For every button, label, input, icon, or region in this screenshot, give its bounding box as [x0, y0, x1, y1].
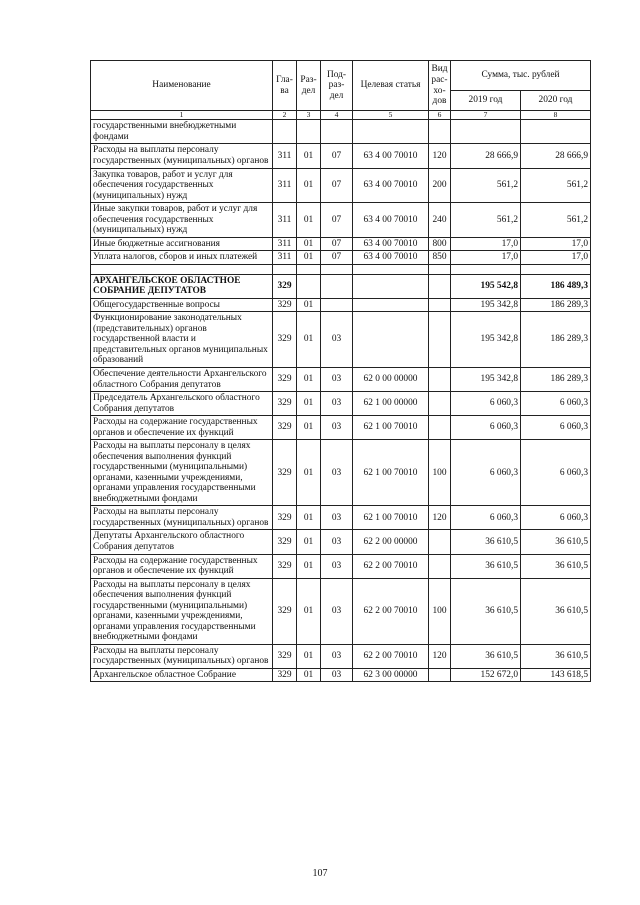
row-chapter: 329 [273, 530, 297, 554]
row-target [353, 312, 429, 368]
row-value-2020: 36 610,5 [521, 554, 591, 578]
row-value-2020: 17,0 [521, 251, 591, 265]
row-expense-type [429, 554, 451, 578]
row-value-2019: 36 610,5 [451, 578, 521, 644]
table-row [91, 530, 591, 554]
row-name: Архангельское областное Собрание [91, 668, 273, 682]
row-chapter: 329 [273, 368, 297, 392]
row-target: 62 2 00 00000 [353, 530, 429, 554]
row-value-2020: 6 060,3 [521, 392, 591, 416]
row-chapter: 311 [273, 237, 297, 251]
row-name: Расходы на выплаты персоналу в целях обеспечения выполнения функций государственными (муниципальными) органами, казенными учреждениями, органами управления государственными внебюджетными фондами [91, 440, 273, 506]
row-subsection: 07 [321, 144, 353, 168]
table-row [91, 120, 591, 144]
table-row [91, 168, 591, 203]
row-section: 01 [297, 251, 321, 265]
row-chapter: 329 [273, 578, 297, 644]
row-subsection: 03 [321, 668, 353, 682]
row-value-2019: 6 060,3 [451, 506, 521, 530]
table-header [91, 61, 591, 120]
row-section [297, 264, 321, 274]
header-name: Наименование [91, 61, 273, 111]
row-expense-type: 120 [429, 144, 451, 168]
row-section: 01 [297, 392, 321, 416]
row-value-2019: 195 342,8 [451, 368, 521, 392]
row-name: Обеспечение деятельности Архангельского областного Собрания депутатов [91, 368, 273, 392]
row-expense-type [429, 312, 451, 368]
row-name: Председатель Архангельского областного Собрания депутатов [91, 392, 273, 416]
page-number: 107 [312, 868, 328, 879]
row-subsection: 07 [321, 237, 353, 251]
row-chapter: 329 [273, 644, 297, 668]
row-expense-type: 240 [429, 203, 451, 238]
row-value-2019: 152 672,0 [451, 668, 521, 682]
row-name: Расходы на содержание государственных органов и обеспечение их функций [91, 416, 273, 440]
row-subsection: 03 [321, 530, 353, 554]
table-row [91, 237, 591, 251]
column-index-cell: 5 [353, 111, 429, 120]
row-expense-type [429, 298, 451, 312]
row-target: 63 4 00 70010 [353, 251, 429, 265]
row-value-2019: 561,2 [451, 203, 521, 238]
column-index-cell: 6 [429, 111, 451, 120]
column-index-cell: 3 [297, 111, 321, 120]
row-value-2019: 36 610,5 [451, 554, 521, 578]
row-name: Иные бюджетные ассигнования [91, 237, 273, 251]
row-name: Расходы на выплаты персоналу в целях обеспечения выполнения функций государственными (муниципальными) органами, казенными учреждениями, органами управления государственными внебюджетными фондами [91, 578, 273, 644]
row-value-2020: 561,2 [521, 203, 591, 238]
row-value-2020: 186 289,3 [521, 368, 591, 392]
row-chapter [273, 120, 297, 144]
table-row [91, 392, 591, 416]
row-value-2019: 6 060,3 [451, 392, 521, 416]
row-section: 01 [297, 203, 321, 238]
column-index-cell: 1 [91, 111, 273, 120]
row-chapter: 329 [273, 392, 297, 416]
row-chapter: 311 [273, 203, 297, 238]
row-target: 62 2 00 70010 [353, 578, 429, 644]
row-section: 01 [297, 668, 321, 682]
row-subsection [321, 264, 353, 274]
row-name: Расходы на выплаты персоналу государственных (муниципальных) органов [91, 506, 273, 530]
row-section [297, 274, 321, 298]
row-target: 62 2 00 70010 [353, 644, 429, 668]
table-row [91, 506, 591, 530]
row-subsection [321, 298, 353, 312]
row-chapter: 311 [273, 168, 297, 203]
row-chapter: 311 [273, 251, 297, 265]
row-value-2019: 17,0 [451, 237, 521, 251]
row-name [91, 264, 273, 274]
header-sum: Сумма, тыс. рублей [451, 61, 591, 91]
row-expense-type: 200 [429, 168, 451, 203]
table-row [91, 644, 591, 668]
row-value-2020: 28 666,9 [521, 144, 591, 168]
header-year-2020: 2020 год [521, 91, 591, 111]
table-row [91, 312, 591, 368]
row-target [353, 298, 429, 312]
row-subsection: 03 [321, 554, 353, 578]
row-value-2019: 36 610,5 [451, 530, 521, 554]
row-value-2020: 143 618,5 [521, 668, 591, 682]
row-section: 01 [297, 298, 321, 312]
row-value-2020: 6 060,3 [521, 506, 591, 530]
row-expense-type [429, 120, 451, 144]
row-target: 62 2 00 70010 [353, 554, 429, 578]
row-chapter: 329 [273, 312, 297, 368]
row-target: 63 4 00 70010 [353, 203, 429, 238]
row-expense-type [429, 416, 451, 440]
row-target: 63 4 00 70010 [353, 237, 429, 251]
row-name: Иные закупки товаров, работ и услуг для обеспечения государственных (муниципальных) нужд [91, 203, 273, 238]
row-name: Функционирование законодательных (представительных) органов государственной власти и представительных органов муниципальных образований [91, 312, 273, 368]
row-section: 01 [297, 312, 321, 368]
row-value-2020: 36 610,5 [521, 644, 591, 668]
row-subsection: 03 [321, 416, 353, 440]
row-section: 01 [297, 237, 321, 251]
spacer-row [91, 264, 591, 274]
row-section: 01 [297, 368, 321, 392]
row-target [353, 120, 429, 144]
row-expense-type: 100 [429, 440, 451, 506]
row-subsection: 07 [321, 251, 353, 265]
row-value-2019: 195 342,8 [451, 298, 521, 312]
row-subsection: 03 [321, 440, 353, 506]
budget-table [90, 60, 591, 682]
row-subsection: 03 [321, 392, 353, 416]
row-value-2020 [521, 120, 591, 144]
header-section: Раз-дел [297, 61, 321, 111]
table-row [91, 144, 591, 168]
row-section: 01 [297, 578, 321, 644]
table-row [91, 578, 591, 644]
row-target: 63 4 00 70010 [353, 144, 429, 168]
row-value-2020: 36 610,5 [521, 578, 591, 644]
table-row [91, 274, 591, 298]
row-section [297, 120, 321, 144]
row-section: 01 [297, 530, 321, 554]
row-section: 01 [297, 416, 321, 440]
row-value-2019: 36 610,5 [451, 644, 521, 668]
row-target: 62 1 00 70010 [353, 416, 429, 440]
row-chapter: 311 [273, 144, 297, 168]
row-section: 01 [297, 554, 321, 578]
row-expense-type [429, 668, 451, 682]
table-body [91, 120, 591, 682]
row-name: Депутаты Архангельского областного Собрания депутатов [91, 530, 273, 554]
row-value-2019: 195 542,8 [451, 274, 521, 298]
row-name: Общегосударственные вопросы [91, 298, 273, 312]
row-subsection [321, 274, 353, 298]
row-name: Расходы на выплаты персоналу государственных (муниципальных) органов [91, 644, 273, 668]
table-row [91, 251, 591, 265]
column-index-cell: 4 [321, 111, 353, 120]
row-expense-type [429, 274, 451, 298]
row-chapter: 329 [273, 554, 297, 578]
row-value-2019: 6 060,3 [451, 440, 521, 506]
row-value-2020: 6 060,3 [521, 440, 591, 506]
column-index-row [91, 111, 591, 120]
row-subsection: 03 [321, 368, 353, 392]
row-value-2020: 6 060,3 [521, 416, 591, 440]
row-value-2019: 28 666,9 [451, 144, 521, 168]
row-expense-type: 800 [429, 237, 451, 251]
row-value-2019 [451, 264, 521, 274]
row-value-2020: 186 289,3 [521, 312, 591, 368]
row-section: 01 [297, 506, 321, 530]
row-value-2020: 186 289,3 [521, 298, 591, 312]
row-expense-type [429, 392, 451, 416]
row-target [353, 264, 429, 274]
row-value-2020: 17,0 [521, 237, 591, 251]
table-row [91, 668, 591, 682]
column-index-cell: 7 [451, 111, 521, 120]
row-value-2020: 36 610,5 [521, 530, 591, 554]
row-section: 01 [297, 168, 321, 203]
row-expense-type [429, 368, 451, 392]
row-subsection: 03 [321, 506, 353, 530]
table-row [91, 440, 591, 506]
row-value-2019: 561,2 [451, 168, 521, 203]
row-expense-type: 100 [429, 578, 451, 644]
row-value-2019: 195 342,8 [451, 312, 521, 368]
row-chapter: 329 [273, 668, 297, 682]
row-value-2019 [451, 120, 521, 144]
header-target: Целевая статья [353, 61, 429, 111]
row-expense-type: 850 [429, 251, 451, 265]
row-chapter: 329 [273, 274, 297, 298]
row-section: 01 [297, 644, 321, 668]
row-expense-type: 120 [429, 644, 451, 668]
row-chapter: 329 [273, 416, 297, 440]
row-value-2020 [521, 264, 591, 274]
row-expense-type: 120 [429, 506, 451, 530]
row-chapter: 329 [273, 440, 297, 506]
row-target [353, 274, 429, 298]
row-subsection: 03 [321, 312, 353, 368]
row-name: АРХАНГЕЛЬСКОЕ ОБЛАСТНОЕ СОБРАНИЕ ДЕПУТАТОВ [91, 274, 273, 298]
table-row [91, 416, 591, 440]
header-subsection: Под-раз-дел [321, 61, 353, 111]
row-chapter: 329 [273, 506, 297, 530]
header-expense-type: Вид рас-хо-дов [429, 61, 451, 111]
row-chapter: 329 [273, 298, 297, 312]
row-subsection: 07 [321, 203, 353, 238]
row-expense-type [429, 264, 451, 274]
row-target: 62 1 00 70010 [353, 440, 429, 506]
row-name: Расходы на выплаты персоналу государственных (муниципальных) органов [91, 144, 273, 168]
row-value-2020: 186 489,3 [521, 274, 591, 298]
row-value-2019: 17,0 [451, 251, 521, 265]
row-name: государственными внебюджетными фондами [91, 120, 273, 144]
row-subsection: 07 [321, 168, 353, 203]
row-section: 01 [297, 144, 321, 168]
row-target: 62 1 00 00000 [353, 392, 429, 416]
row-subsection: 03 [321, 644, 353, 668]
row-name: Закупка товаров, работ и услуг для обеспечения государственных (муниципальных) нужд [91, 168, 273, 203]
row-target: 62 1 00 70010 [353, 506, 429, 530]
table-row [91, 298, 591, 312]
column-index-cell: 2 [273, 111, 297, 120]
row-target: 63 4 00 70010 [353, 168, 429, 203]
row-subsection [321, 120, 353, 144]
row-subsection: 03 [321, 578, 353, 644]
row-target: 62 3 00 00000 [353, 668, 429, 682]
row-target: 62 0 00 00000 [353, 368, 429, 392]
row-chapter [273, 264, 297, 274]
header-year-2019: 2019 год [451, 91, 521, 111]
row-expense-type [429, 530, 451, 554]
row-name: Расходы на содержание государственных органов и обеспечение их функций [91, 554, 273, 578]
table-row [91, 203, 591, 238]
header-chapter: Гла-ва [273, 61, 297, 111]
row-value-2020: 561,2 [521, 168, 591, 203]
table-row [91, 368, 591, 392]
table-row [91, 554, 591, 578]
column-index-cell: 8 [521, 111, 591, 120]
row-name: Уплата налогов, сборов и иных платежей [91, 251, 273, 265]
row-section: 01 [297, 440, 321, 506]
row-value-2019: 6 060,3 [451, 416, 521, 440]
